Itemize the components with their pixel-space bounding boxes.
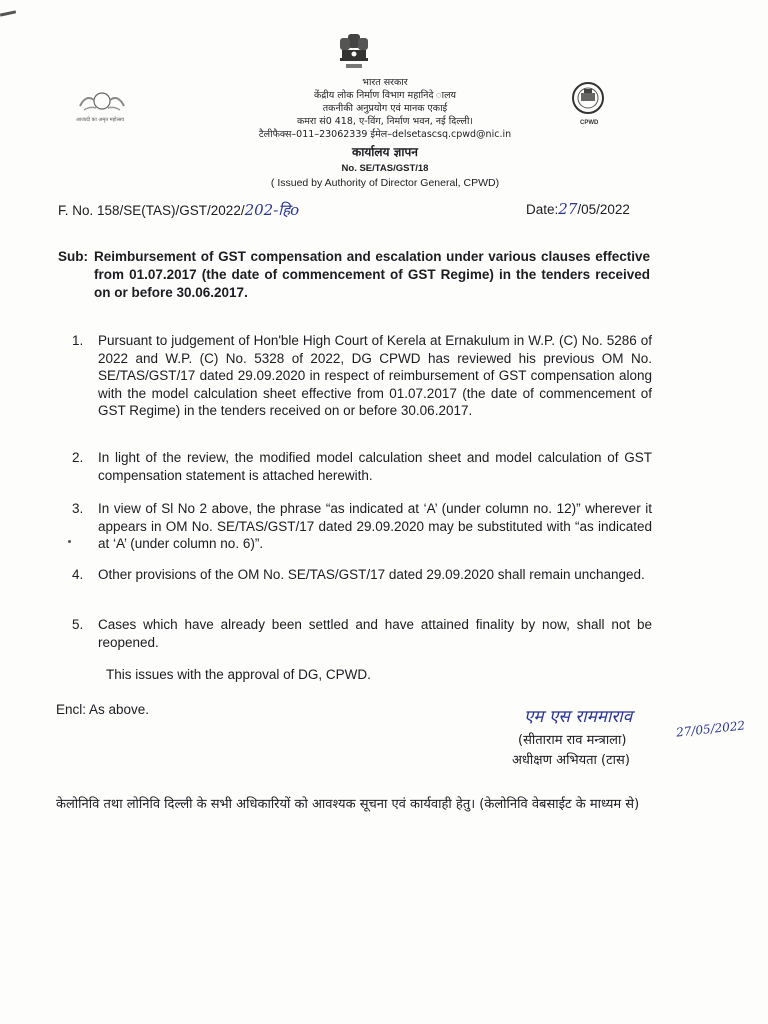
enclosure: Encl: As above.: [56, 702, 150, 717]
date-handwritten-day: 27: [558, 200, 578, 218]
national-emblem-icon: [334, 28, 374, 76]
gov-line: भारत सरकार: [362, 77, 408, 88]
paragraph-text: In view of Sl No 2 above, the phrase “as indicated at ‘A’ (under column no. 12)” wherever it appears in OM No. SE/TAS/GST/17 dated 29.09.2020 may be substituted with “as indicated at ‘A’ (under column no. 6)”.: [98, 501, 652, 551]
tech-line: तकनीकी अनुप्रयोग एवं मानक एकाई: [322, 103, 448, 114]
left-logo-caption: आजादी का अमृत महोत्सव: [76, 117, 125, 123]
paragraph-text: Pursuant to judgement of Hon'ble High Court of Kerela at Ernakulum in W.P. (C) No. 5286 of 2022 and W.P. (C) No. 5328 of 2022, DG CPWD has reviewed his previous OM No. SE/TAS/GST/17 dated 29.09.2020 in respect of reimbursement of GST compensation along with the model calculation sheet effective from 01.07.2017 (the date of commencement of GST Regime) in the tenders received on or before 30.06.2017.: [98, 333, 652, 418]
memo-date: [526, 200, 630, 218]
file-number: [58, 200, 299, 220]
paragraph-text: In light of the review, the modified model calculation sheet and model calculation of GST compensation statement is attached herewith.: [98, 450, 652, 483]
signer-name: (सीताराम राव मन्त्राला): [518, 733, 627, 748]
date-suffix: /05/2022: [577, 202, 630, 217]
subject: [58, 248, 654, 302]
scan-mark: [0, 10, 16, 16]
signature-date: 27/05/2022: [675, 718, 746, 740]
paragraph-text: Cases which have already been settled and have attained finality by now, shall not be reopened.: [98, 617, 652, 650]
letterhead: [230, 76, 540, 189]
paragraph-5: [72, 616, 654, 651]
scan-dot: [68, 540, 71, 543]
paragraph-text: Other provisions of the OM No. SE/TAS/GST/17 dated 29.09.2020 shall remain unchanged.: [98, 567, 645, 582]
subject-text: Reimbursement of GST compensation and escalation under various clauses effective from 01.07.2017 (the date of commencement of GST Regime) in the tenders received on or before 30.06.2017.: [94, 249, 650, 300]
cpwd-logo-icon: [568, 80, 608, 120]
closing-line: This issues with the approval of DG, CPWD.: [106, 667, 371, 682]
file-number-handwritten: 202-हिo: [244, 201, 300, 219]
address-line: कमरा सं0 418, ए-विंग, निर्माण भवन, नई दिल्ली।: [296, 116, 474, 127]
subject-label: Sub:: [58, 249, 88, 264]
paragraph-1: [72, 332, 654, 420]
memo-number: No. SE/TAS/GST/18: [341, 163, 429, 174]
right-logo-caption: CPWD: [580, 120, 599, 126]
paragraph-3: [72, 500, 654, 553]
paragraph-4: [72, 566, 654, 584]
paragraph-2: [72, 449, 654, 484]
distribution-note: केलोनिवि तथा लोनिवि दिल्ली के सभी अधिकारियों को आवश्यक सूचना एवं कार्यवाही हेतु। (केलोनिवि वेबसाईट के माध्यम से): [56, 797, 640, 812]
handwritten-signature: एम एस राममाराव: [524, 707, 633, 727]
file-number-text: F. No. 158/SE(TAS)/GST/2022/: [58, 203, 245, 218]
issued-by: ( Issued by Authority of Director General, CPWD): [270, 177, 500, 189]
dept-line: केंद्रीय लोक निर्माण विभाग महानिदे ालय: [313, 90, 457, 101]
contact-line: टैलीफैक्स–011–23062339 ईमेल–delsetascsq.cpwd@nic.in: [258, 129, 512, 140]
paragraph-number: 4.: [72, 567, 84, 582]
paragraph-number: 5.: [72, 617, 84, 632]
paragraph-number: 3.: [72, 501, 84, 516]
paragraph-number: 2.: [72, 450, 84, 465]
signer-designation: अधीक्षण अभियता (टास): [512, 753, 630, 768]
paragraph-number: 1.: [72, 333, 84, 348]
office-memo-title: कार्यालय ज्ञापन: [352, 145, 418, 159]
date-prefix: Date:: [526, 202, 559, 217]
